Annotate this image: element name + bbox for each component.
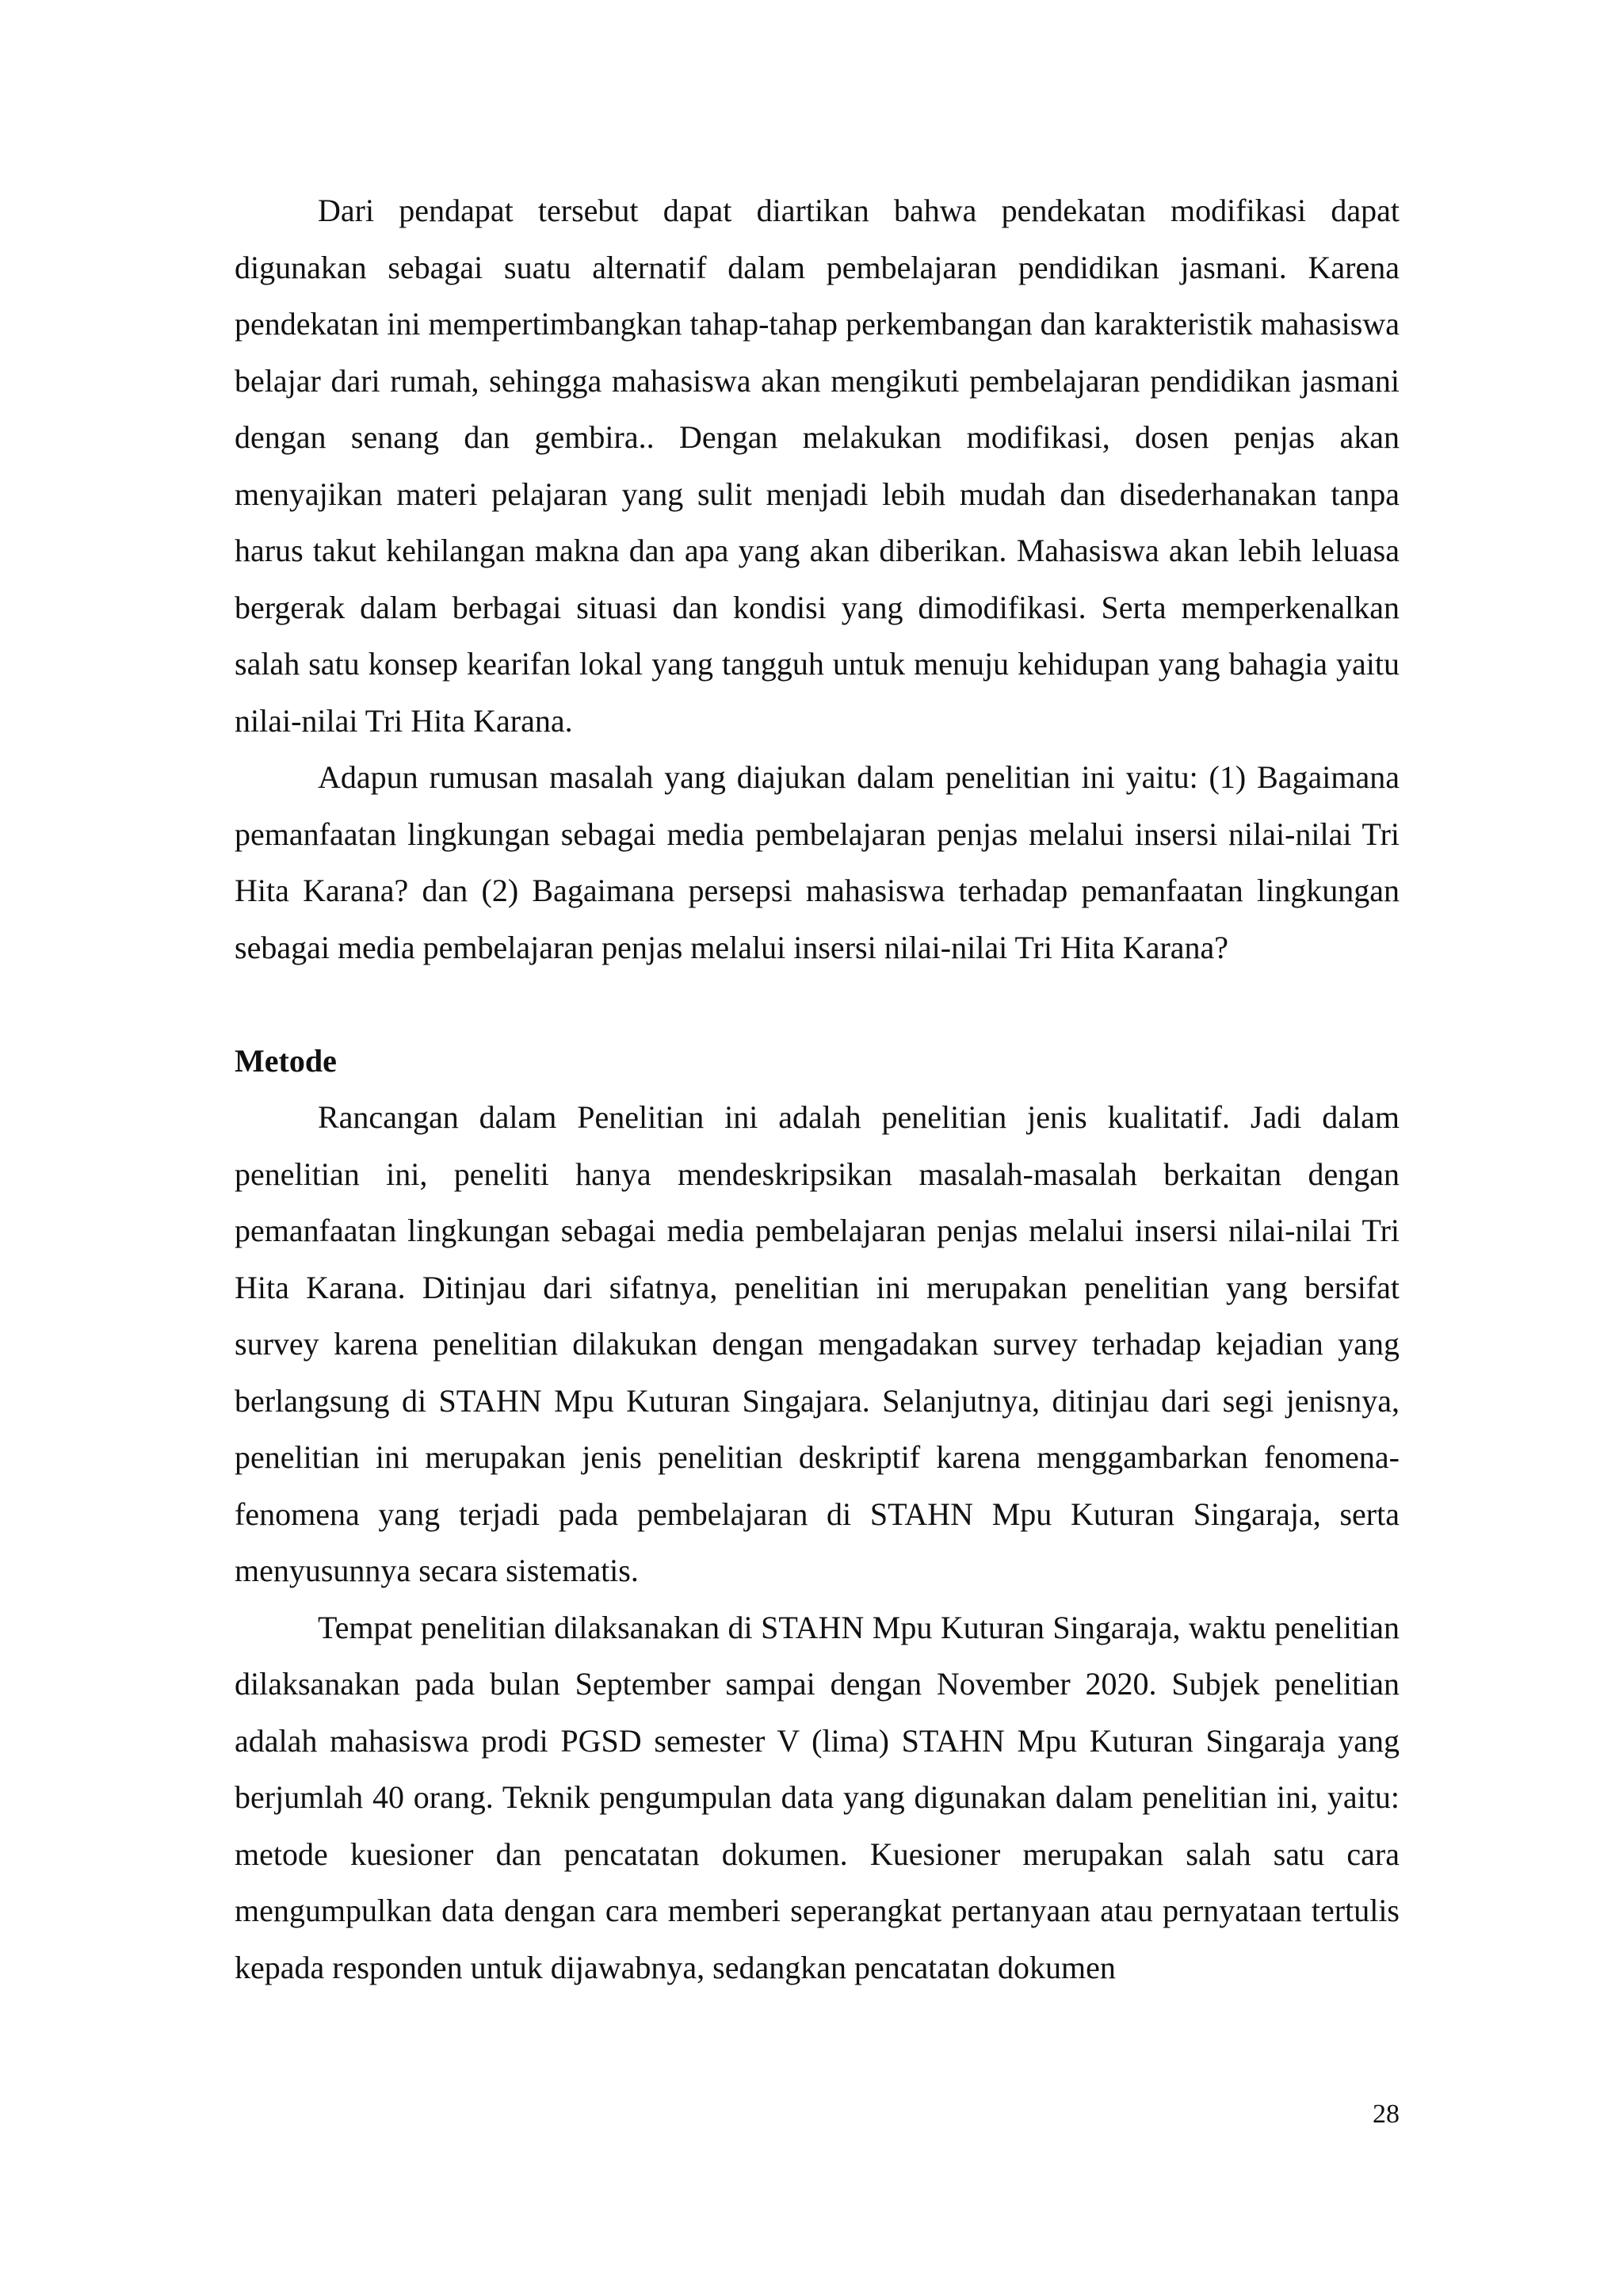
paragraph-modification-approach: Dari pendapat tersebut dapat diartikan bahwa pendekatan modifikasi dapat digunakan sebagai suatu alternatif dalam pembelajaran pendidikan jasmani. Karena pendekatan ini mempertimbangkan tahap-tahap perkembangan dan karakteristik mahasiswa belajar dari rumah, sehingga mahasiswa akan mengikuti pembelajaran pendidikan jasmani dengan senang dan gembira.. Dengan melakukan modifikasi, dosen penjas akan menyajikan materi pelajaran yang sulit menjadi lebih mudah dan disederhanakan tanpa harus takut kehilangan makna dan apa yang akan diberikan. Mahasiswa akan lebih leluasa bergerak dalam berbagai situasi dan kondisi yang dimodifikasi. Serta memperkenalkan salah satu konsep kearifan lokal yang tangguh untuk menuju kehidupan yang bahagia yaitu nilai-nilai Tri Hita Karana. xyxy=(235,193,1400,739)
page-number: 28 xyxy=(1373,2099,1400,2129)
section-heading-metode: Metode xyxy=(235,1042,337,1079)
paragraph-research-questions: Adapun rumusan masalah yang diajukan dalam penelitian ini yaitu: (1) Bagaimana pemanfaatan lingkungan sebagai media pembelajaran penjas melalui insersi nilai-nilai Tri Hita Karana? dan (2) Bagaimana persepsi mahasiswa terhadap pemanfaatan lingkungan sebagai media pembelajaran penjas melalui insersi nilai-nilai Tri Hita Karana? xyxy=(235,759,1400,965)
paragraph-research-location: Tempat penelitian dilaksanakan di STAHN Mpu Kuturan Singaraja, waktu penelitian dilaksanakan pada bulan September sampai dengan November 2020. Subjek penelitian adalah mahasiswa prodi PGSD semester V (lima) STAHN Mpu Kuturan Singaraja yang berjumlah 40 orang. Teknik pengumpulan data yang digunakan dalam penelitian ini, yaitu: metode kuesioner dan pencatatan dokumen. Kuesioner merupakan salah satu cara mengumpulkan data dengan cara memberi seperangkat pertanyaan atau pernyataan tertulis kepada responden untuk dijawabnya, sedangkan pencatatan dokumen xyxy=(235,1609,1400,1985)
section-spacer xyxy=(235,976,1400,1033)
page-body xyxy=(235,182,1400,1996)
paragraph-research-design: Rancangan dalam Penelitian ini adalah penelitian jenis kualitatif. Jadi dalam penelitian ini, peneliti hanya mendeskripsikan masalah-masalah berkaitan dengan pemanfaatan lingkungan sebagai media pembelajaran penjas melalui insersi nilai-nilai Tri Hita Karana. Ditinjau dari sifatnya, penelitian ini merupakan penelitian yang bersifat survey karena penelitian dilakukan dengan mengadakan survey terhadap kejadian yang berlangsung di STAHN Mpu Kuturan Singajara. Selanjutnya, ditinjau dari segi jenisnya, penelitian ini merupakan jenis penelitian deskriptif karena menggambarkan fenomena-fenomena yang terjadi pada pembelajaran di STAHN Mpu Kuturan Singaraja, serta menyusunnya secara sistematis. xyxy=(235,1099,1400,1588)
